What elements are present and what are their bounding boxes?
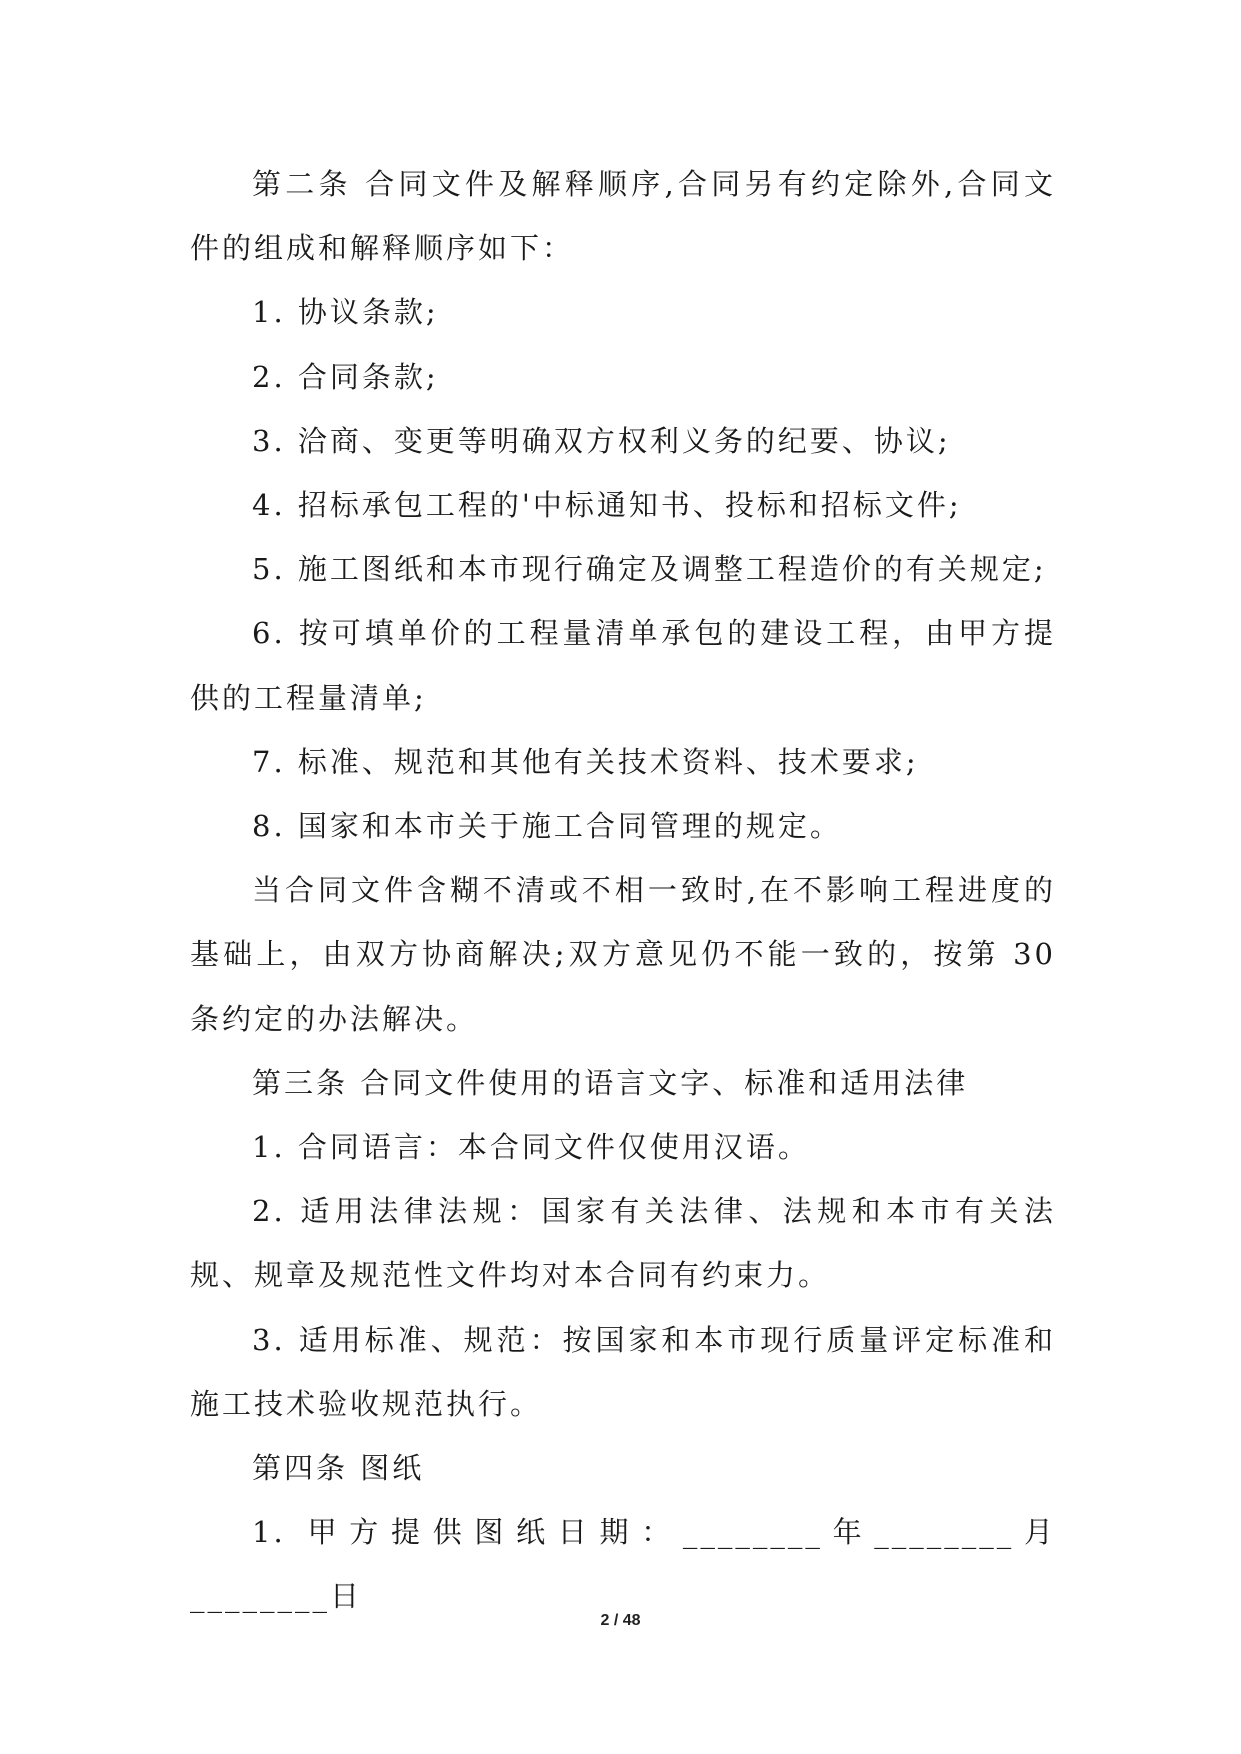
list-item: 2. 合同条款; <box>252 359 439 394</box>
paragraph-article-4: 第四条 图纸 <box>252 1451 425 1486</box>
page-number: 2 / 48 <box>600 1612 641 1629</box>
list-item: 6. 按可填单价的工程量清单承包的建设工程，由甲方提供的工程量清单; <box>190 616 1056 715</box>
list-item: 3. 适用标准、规范：按国家和本市现行质量评定标准和施工技术验收规范执行。 <box>190 1322 1056 1421</box>
list-item: 4. 招标承包工程的'中标通知书、投标和招标文件; <box>252 488 962 523</box>
list-item: 1. 协议条款; <box>252 295 439 330</box>
list-item: 7. 标准、规范和其他有关技术资料、技术要求; <box>252 744 919 779</box>
list-item: 8. 国家和本市关于施工合同管理的规定。 <box>252 809 842 844</box>
paragraph-article-2: 第二条 合同文件及解释顺序,合同另有约定除外,合同文件的组成和解释顺序如下： <box>190 167 1056 266</box>
list-item: 1. 合同语言：本合同文件仅使用汉语。 <box>252 1130 810 1165</box>
list-item: 2. 适用法律法规：国家有关法律、法规和本市有关法规、规章及规范性文件均对本合同有约束力。 <box>190 1194 1056 1293</box>
paragraph-ambiguity-clause: 当合同文件含糊不清或不相一致时,在不影响工程进度的基础上，由双方协商解决;双方意见仍不能一致的，按第 30 条约定的办法解决。 <box>190 873 1056 1036</box>
list-item: 5. 施工图纸和本市现行确定及调整工程造价的有关规定; <box>252 552 1047 587</box>
list-item: 1. 甲方提供图纸日期：________年________月________日 <box>190 1515 1056 1614</box>
list-item: 3. 洽商、变更等明确双方权利义务的纪要、协议; <box>252 423 951 458</box>
paragraph-article-3: 第三条 合同文件使用的语言文字、标准和适用法律 <box>252 1065 969 1100</box>
document-body <box>190 152 1056 1629</box>
